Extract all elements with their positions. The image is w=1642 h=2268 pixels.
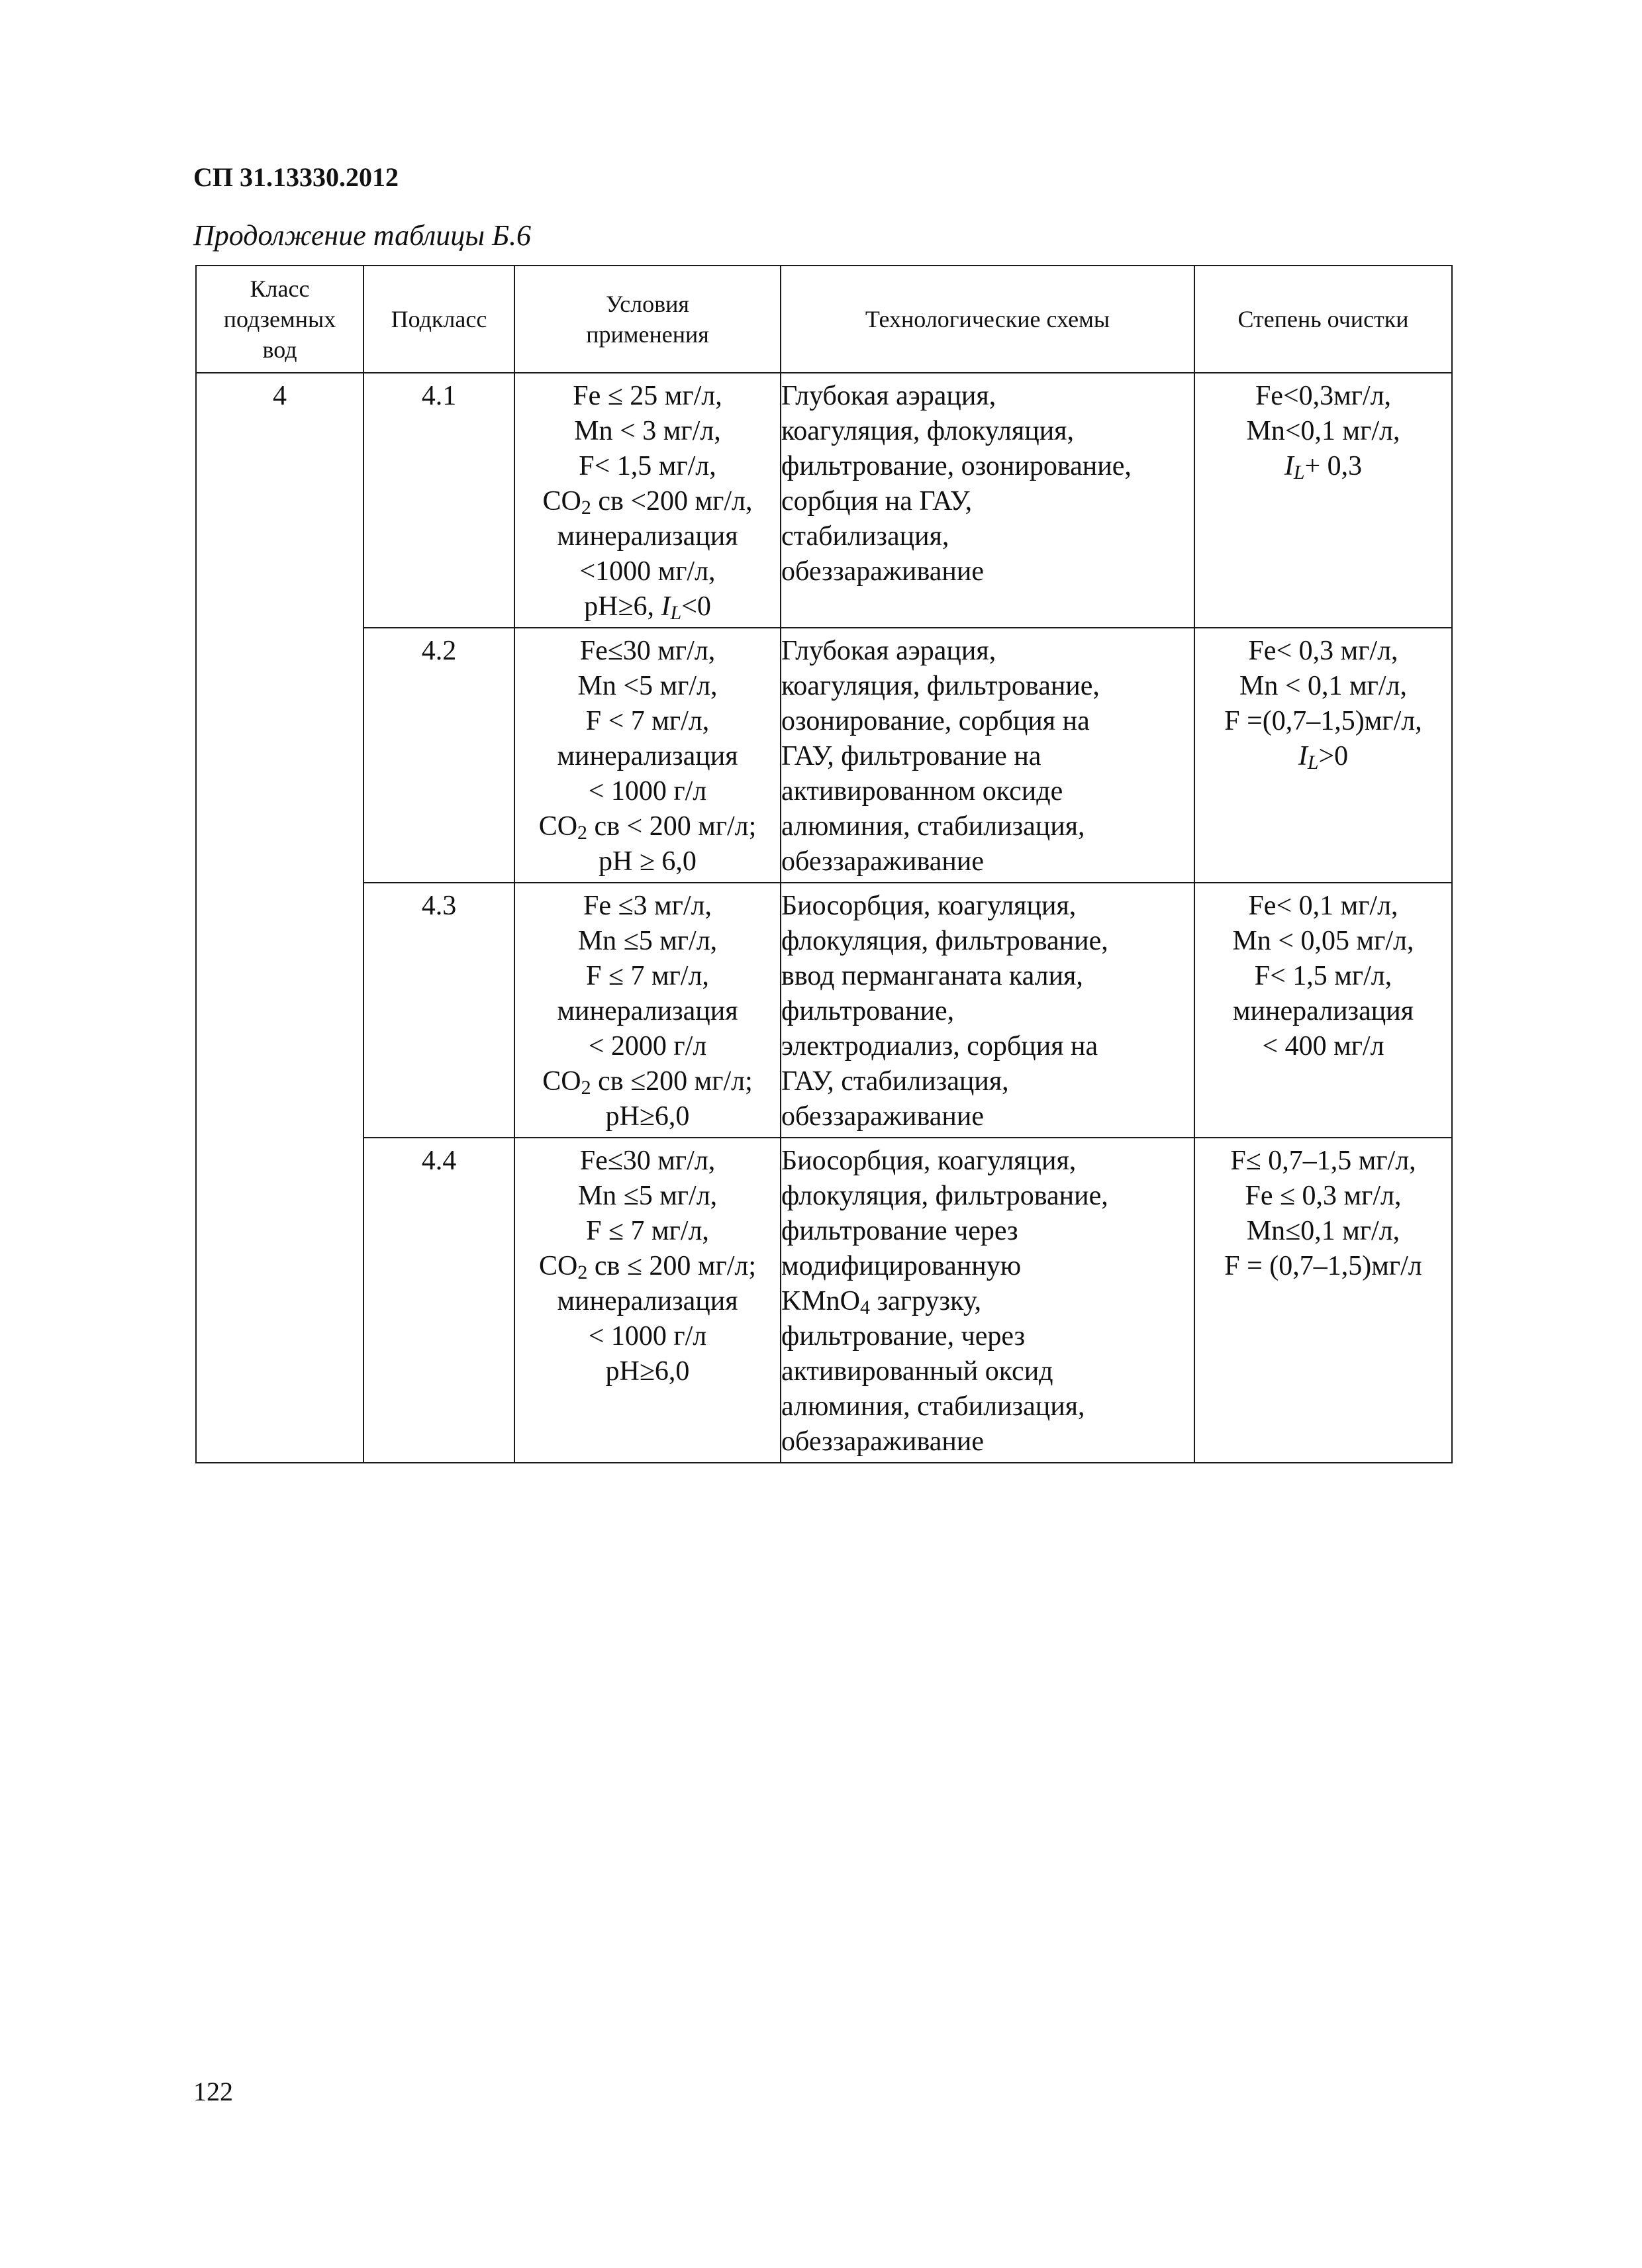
header-line: подземных bbox=[223, 306, 336, 332]
conditions-line: pH ≥ 6,0 bbox=[599, 846, 697, 877]
conditions-line: < 2000 г/л bbox=[588, 1031, 707, 1061]
conditions-line: <1000 мг/л, bbox=[579, 556, 716, 587]
schemes-line: фильтрование, bbox=[781, 996, 955, 1026]
header-line: вод bbox=[262, 336, 297, 363]
header-line: Степень очистки bbox=[1237, 306, 1409, 332]
schemes-line: флокуляция, фильтрование, bbox=[781, 926, 1108, 956]
degree-line: F = (0,7–1,5)мг/л bbox=[1224, 1251, 1422, 1281]
conditions-line: Mn < 3 мг/л, bbox=[574, 416, 721, 446]
conditions-line: минерализация bbox=[557, 1286, 738, 1316]
table-row bbox=[196, 373, 1452, 628]
schemes-line: активированный оксид bbox=[781, 1356, 1053, 1387]
conditions-line: pH≥6, $I_L<0$ bbox=[584, 591, 711, 624]
conditions-line: F < 7 мг/л, bbox=[585, 706, 710, 736]
treatment-table bbox=[195, 265, 1453, 1463]
degree-line: Mn < 0,1 мг/л, bbox=[1239, 671, 1407, 701]
conditions-line: Mn <5 мг/л, bbox=[577, 671, 718, 701]
conditions-line: < 1000 г/л bbox=[588, 776, 707, 807]
header-line: Класс bbox=[250, 275, 310, 302]
degree-line: F< 1,5 мг/л, bbox=[1254, 961, 1392, 991]
schemes-line: ввод перманганата калия, bbox=[781, 961, 1083, 991]
schemes-line: KMnO$_4$ загрузку, bbox=[781, 1286, 982, 1318]
conditions-line: Fe ≤ 25 мг/л, bbox=[573, 381, 722, 411]
degree-line: $I_L+ 0,3$ bbox=[1284, 451, 1363, 483]
conditions-line: $CO_2$ св <200 мг/л, bbox=[542, 486, 753, 518]
schemes-line: обеззараживание bbox=[781, 846, 984, 877]
conditions-line: F ≤ 7 мг/л, bbox=[586, 1216, 709, 1246]
conditions-line: Fe≤30 мг/л, bbox=[579, 1146, 716, 1176]
subclass-value: 4.3 bbox=[421, 891, 457, 921]
schemes-line: активированном оксиде bbox=[781, 776, 1063, 807]
header-class bbox=[196, 266, 363, 373]
schemes-line: обеззараживание bbox=[781, 556, 984, 587]
subclass-value: 4.4 bbox=[421, 1146, 457, 1176]
conditions-line: Fe ≤3 мг/л, bbox=[583, 891, 712, 921]
schemes-line: электродиализ, сорбция на bbox=[781, 1031, 1098, 1061]
schemes-line: Биосорбция, коагуляция, bbox=[781, 891, 1077, 921]
class-value: 4 bbox=[273, 381, 287, 411]
header-line: Условия bbox=[606, 291, 689, 317]
conditions-line: pH≥6,0 bbox=[605, 1356, 690, 1387]
document-code: СП 31.13330.2012 bbox=[193, 162, 399, 192]
schemes-line: Глубокая аэрация, bbox=[781, 381, 996, 411]
degree-line: Fe<0,3мг/л, bbox=[1255, 381, 1392, 411]
degree-cell bbox=[1194, 883, 1452, 1138]
subclass-cell bbox=[363, 373, 514, 628]
schemes-line: коагуляция, фильтрование, bbox=[781, 671, 1100, 701]
degree-line: < 400 мг/л bbox=[1262, 1031, 1384, 1061]
schemes-line: Биосорбция, коагуляция, bbox=[781, 1146, 1077, 1176]
schemes-line: Глубокая аэрация, bbox=[781, 636, 996, 666]
schemes-line: стабилизация, bbox=[781, 521, 949, 552]
schemes-line: ГАУ, стабилизация, bbox=[781, 1066, 1009, 1097]
degree-line: Fe ≤ 0,3 мг/л, bbox=[1245, 1181, 1402, 1211]
conditions-line: Mn ≤5 мг/л, bbox=[577, 926, 718, 956]
schemes-line: сорбция на ГАУ, bbox=[781, 486, 973, 517]
header-line: применения bbox=[586, 321, 709, 348]
conditions-cell bbox=[514, 1138, 781, 1463]
table-row bbox=[196, 1138, 1452, 1463]
schemes-line: флокуляция, фильтрование, bbox=[781, 1181, 1108, 1211]
conditions-cell bbox=[514, 373, 781, 628]
schemes-line: озонирование, сорбция на bbox=[781, 706, 1090, 736]
degree-line: Fe< 0,1 мг/л, bbox=[1248, 891, 1398, 921]
schemes-line: коагуляция, флокуляция, bbox=[781, 416, 1074, 446]
conditions-line: Mn ≤5 мг/л, bbox=[577, 1181, 718, 1211]
schemes-cell bbox=[781, 883, 1194, 1138]
degree-line: $I_L>0$ bbox=[1298, 741, 1349, 773]
subclass-value: 4.2 bbox=[421, 636, 457, 666]
conditions-line: $CO_2$ св ≤ 200 мг/л; bbox=[539, 1251, 756, 1283]
conditions-line: минерализация bbox=[557, 996, 738, 1026]
subclass-cell bbox=[363, 628, 514, 883]
degree-line: Fe< 0,3 мг/л, bbox=[1248, 636, 1398, 666]
conditions-cell bbox=[514, 628, 781, 883]
schemes-line: модифицированную bbox=[781, 1251, 1022, 1281]
conditions-line: $CO_2$ св < 200 мг/л; bbox=[538, 811, 757, 844]
header-schemes bbox=[781, 266, 1194, 373]
table-header-row bbox=[196, 266, 1452, 373]
degree-line: F =(0,7–1,5)мг/л, bbox=[1224, 706, 1422, 736]
header-subclass bbox=[363, 266, 514, 373]
conditions-line: F ≤ 7 мг/л, bbox=[586, 961, 709, 991]
schemes-line: алюминия, стабилизация, bbox=[781, 1391, 1085, 1422]
header-line: Технологические схемы bbox=[865, 306, 1110, 332]
table-caption: Продолжение таблицы Б.6 bbox=[193, 219, 532, 252]
schemes-line: ГАУ, фильтрование на bbox=[781, 741, 1041, 771]
degree-cell bbox=[1194, 628, 1452, 883]
schemes-line: алюминия, стабилизация, bbox=[781, 811, 1085, 842]
schemes-line: фильтрование, через bbox=[781, 1321, 1026, 1352]
page-number: 122 bbox=[193, 2077, 233, 2106]
schemes-cell bbox=[781, 628, 1194, 883]
degree-line: Mn < 0,05 мг/л, bbox=[1232, 926, 1414, 956]
table-row bbox=[196, 628, 1452, 883]
subclass-value: 4.1 bbox=[421, 381, 457, 411]
schemes-line: обеззараживание bbox=[781, 1426, 984, 1457]
class-cell bbox=[196, 373, 363, 1463]
degree-line: Mn≤0,1 мг/л, bbox=[1246, 1216, 1400, 1246]
conditions-line: < 1000 г/л bbox=[588, 1321, 707, 1352]
conditions-cell bbox=[514, 883, 781, 1138]
header-line: Подкласс bbox=[391, 306, 487, 332]
schemes-cell bbox=[781, 373, 1194, 628]
subclass-cell bbox=[363, 883, 514, 1138]
subclass-cell bbox=[363, 1138, 514, 1463]
header-degree bbox=[1194, 266, 1452, 373]
conditions-line: минерализация bbox=[557, 521, 738, 552]
schemes-cell bbox=[781, 1138, 1194, 1463]
conditions-line: F< 1,5 мг/л, bbox=[579, 451, 716, 481]
schemes-line: обеззараживание bbox=[781, 1101, 984, 1132]
degree-line: F≤ 0,7–1,5 мг/л, bbox=[1230, 1146, 1416, 1176]
schemes-line: фильтрование, озонирование, bbox=[781, 451, 1132, 481]
degree-line: Mn<0,1 мг/л, bbox=[1246, 416, 1400, 446]
conditions-line: pH≥6,0 bbox=[605, 1101, 690, 1132]
conditions-line: $CO_2$ св ≤200 мг/л; bbox=[542, 1066, 753, 1099]
degree-line: минерализация bbox=[1232, 996, 1414, 1026]
schemes-line: фильтрование через bbox=[781, 1216, 1018, 1246]
conditions-line: Fe≤30 мг/л, bbox=[579, 636, 716, 666]
table-row bbox=[196, 883, 1452, 1138]
degree-cell bbox=[1194, 1138, 1452, 1463]
header-conditions bbox=[514, 266, 781, 373]
conditions-line: минерализация bbox=[557, 741, 738, 771]
degree-cell bbox=[1194, 373, 1452, 628]
